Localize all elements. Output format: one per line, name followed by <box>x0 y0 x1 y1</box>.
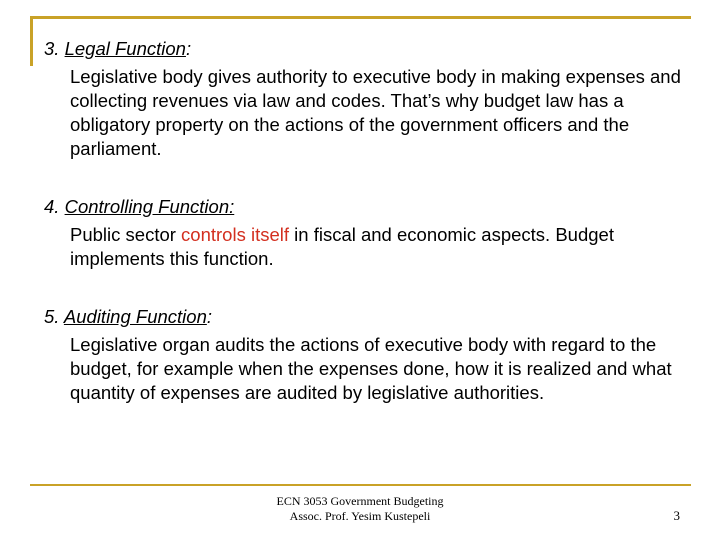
body-text-after: in fiscal and economic aspects. Budget implements this function. <box>70 224 614 269</box>
section-controlling-function <box>44 194 694 271</box>
section-body <box>70 223 694 271</box>
section-number: 5. <box>44 306 60 327</box>
footer-author: Assoc. Prof. Yesim Kustepeli <box>289 509 431 523</box>
highlighted-phrase: controls itself <box>181 224 290 245</box>
section-number: 4. <box>44 196 60 217</box>
section-auditing-function <box>44 304 694 405</box>
section-colon: : <box>206 306 212 327</box>
top-accent-rule <box>30 16 691 19</box>
footer-course: ECN 3053 Government Budgeting <box>276 494 444 508</box>
section-title: Controlling Function: <box>64 196 235 217</box>
section-body: Legislative organ audits the actions of executive body with regard to the budget, for example when the expenses done, how it is realized and what quantity of expenses are audited by legislative authorities. <box>70 334 672 403</box>
section-number: 3. <box>44 38 60 59</box>
section-title: Auditing Function <box>63 306 207 327</box>
section-body: Legislative body gives authority to executive body in making expenses and collecting revenues via law and codes. That’s why budget law has a obligatory property on the actions of the government officers and the parliament. <box>70 66 681 159</box>
left-accent-rule <box>30 16 33 66</box>
section-title: Legal Function <box>64 38 186 59</box>
body-text-before: Public sector <box>70 224 182 245</box>
bottom-accent-rule <box>30 484 691 486</box>
page-number: 3 <box>673 508 680 523</box>
section-legal-function <box>44 36 694 161</box>
section-colon: : <box>185 38 192 59</box>
slide-footer <box>220 494 500 524</box>
section-heading <box>44 304 694 330</box>
section-heading <box>44 194 694 220</box>
section-heading <box>44 36 694 62</box>
